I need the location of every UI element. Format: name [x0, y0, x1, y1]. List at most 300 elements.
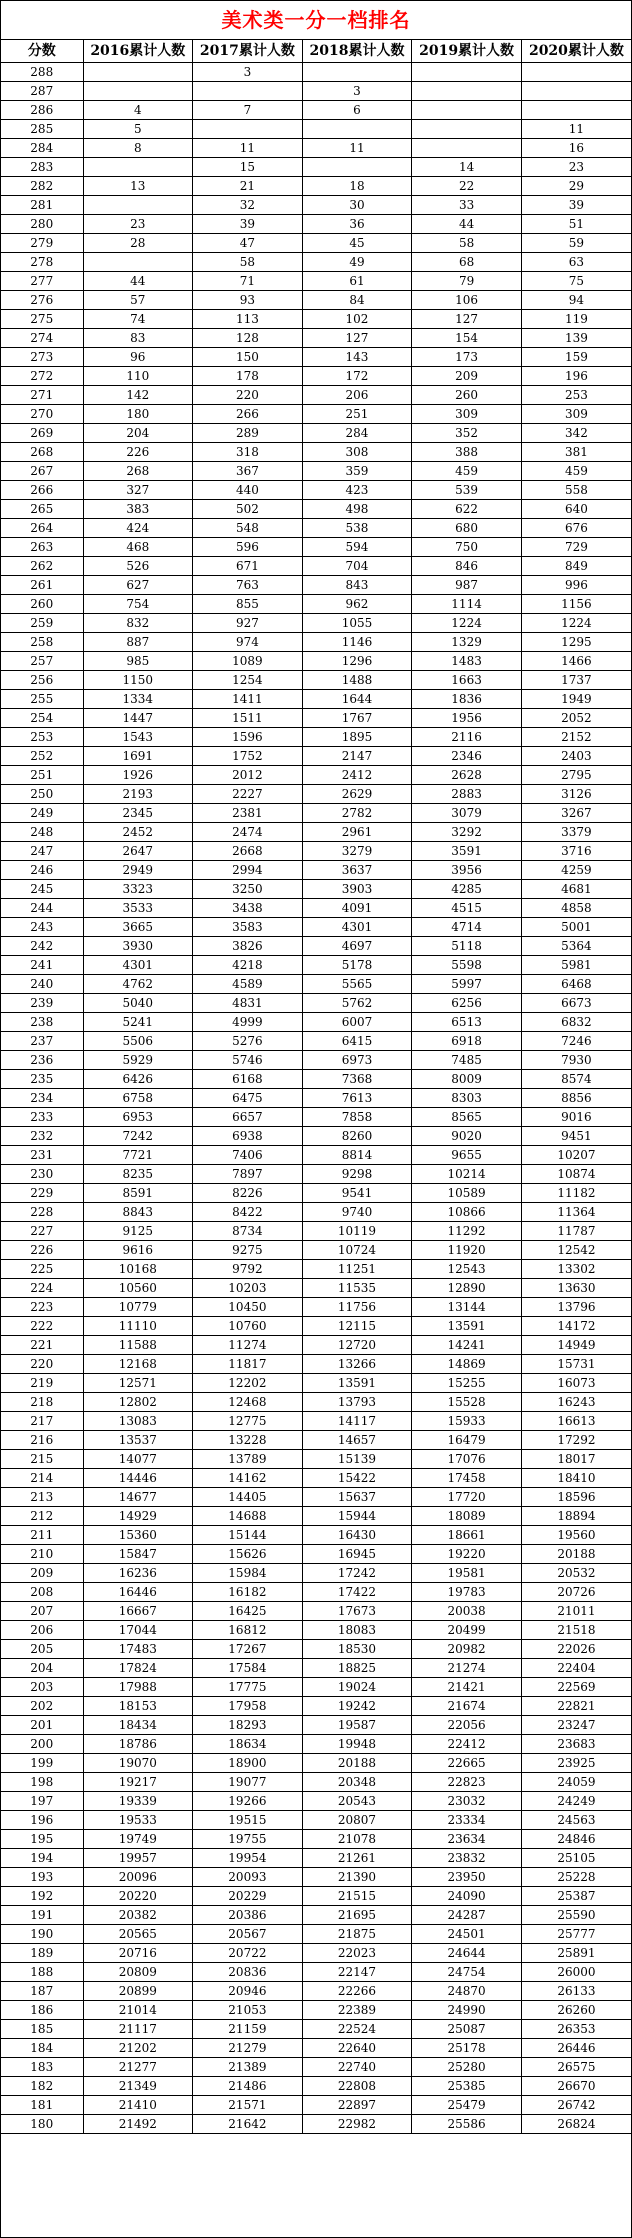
cell-2018: 19587: [302, 1716, 412, 1735]
header-2017: 2017累计人数: [193, 40, 303, 63]
cell-score: 183: [1, 2058, 83, 2077]
cell-2016: 383: [83, 500, 193, 519]
table-row: [1, 842, 631, 861]
cell-2020: 24563: [521, 1811, 631, 1830]
cell-2020: 3126: [521, 785, 631, 804]
cell-2017: 220: [193, 386, 303, 405]
cell-2016: [83, 158, 193, 177]
cell-2019: 16479: [412, 1431, 522, 1450]
cell-2017: 21642: [193, 2115, 303, 2134]
cell-2016: 6953: [83, 1108, 193, 1127]
cell-2016: 8: [83, 139, 193, 158]
cell-2016: 21349: [83, 2077, 193, 2096]
cell-score: 247: [1, 842, 83, 861]
table-row: [1, 1507, 631, 1526]
cell-2020: 5001: [521, 918, 631, 937]
cell-2016: 20899: [83, 1982, 193, 2001]
cell-2018: 22266: [302, 1982, 412, 2001]
cell-2017: 3826: [193, 937, 303, 956]
cell-2019: 1663: [412, 671, 522, 690]
cell-2020: 26133: [521, 1982, 631, 2001]
table-row: [1, 538, 631, 557]
cell-2016: 20716: [83, 1944, 193, 1963]
cell-2019: 25087: [412, 2020, 522, 2039]
cell-2017: 17958: [193, 1697, 303, 1716]
cell-2018: 11535: [302, 1279, 412, 1298]
cell-2018: 19242: [302, 1697, 412, 1716]
cell-2017: 16182: [193, 1583, 303, 1602]
cell-score: 270: [1, 405, 83, 424]
cell-2017: 21053: [193, 2001, 303, 2020]
table-row: [1, 2020, 631, 2039]
cell-2019: 24644: [412, 1944, 522, 1963]
cell-2018: 3279: [302, 842, 412, 861]
cell-2018: 4697: [302, 937, 412, 956]
cell-2018: 4091: [302, 899, 412, 918]
cell-2019: 22412: [412, 1735, 522, 1754]
cell-2020: 558: [521, 481, 631, 500]
cell-2018: 8814: [302, 1146, 412, 1165]
header-2019: 2019累计人数: [412, 40, 522, 63]
cell-score: 287: [1, 82, 83, 101]
cell-2018: 20348: [302, 1773, 412, 1792]
cell-2020: 59: [521, 234, 631, 253]
cell-2017: 20722: [193, 1944, 303, 1963]
cell-2016: 8843: [83, 1203, 193, 1222]
table-row: [1, 234, 631, 253]
cell-2018: 9541: [302, 1184, 412, 1203]
cell-score: 285: [1, 120, 83, 139]
cell-2017: 10203: [193, 1279, 303, 1298]
cell-2019: 14241: [412, 1336, 522, 1355]
cell-2018: 9298: [302, 1165, 412, 1184]
cell-2017: 93: [193, 291, 303, 310]
cell-2020: 26575: [521, 2058, 631, 2077]
cell-score: 268: [1, 443, 83, 462]
cell-2016: 16236: [83, 1564, 193, 1583]
table-row: [1, 994, 631, 1013]
cell-2016: [83, 196, 193, 215]
table-row: [1, 956, 631, 975]
cell-2016: [83, 253, 193, 272]
cell-score: 223: [1, 1298, 83, 1317]
cell-2017: 15144: [193, 1526, 303, 1545]
table-row: [1, 1925, 631, 1944]
header-2018: 2018累计人数: [302, 40, 412, 63]
cell-2016: 20220: [83, 1887, 193, 1906]
cell-2019: 20982: [412, 1640, 522, 1659]
cell-2018: 17673: [302, 1602, 412, 1621]
table-row: [1, 1944, 631, 1963]
cell-2019: 15255: [412, 1374, 522, 1393]
cell-2016: 8591: [83, 1184, 193, 1203]
cell-2017: 266: [193, 405, 303, 424]
cell-2018: 45: [302, 234, 412, 253]
cell-2016: 10560: [83, 1279, 193, 1298]
cell-2016: 2193: [83, 785, 193, 804]
cell-score: 222: [1, 1317, 83, 1336]
cell-2016: 887: [83, 633, 193, 652]
cell-2016: 14446: [83, 1469, 193, 1488]
cell-2019: 20499: [412, 1621, 522, 1640]
cell-2019: 987: [412, 576, 522, 595]
cell-2019: 1483: [412, 652, 522, 671]
header-2020: 2020累计人数: [521, 40, 631, 63]
cell-2019: 459: [412, 462, 522, 481]
cell-2018: [302, 63, 412, 82]
table-row: [1, 1127, 631, 1146]
cell-score: 254: [1, 709, 83, 728]
cell-2019: 17076: [412, 1450, 522, 1469]
cell-2020: 1949: [521, 690, 631, 709]
cell-score: 210: [1, 1545, 83, 1564]
cell-score: 276: [1, 291, 83, 310]
cell-2016: 832: [83, 614, 193, 633]
cell-2017: 19077: [193, 1773, 303, 1792]
cell-2016: 5506: [83, 1032, 193, 1051]
cell-score: 194: [1, 1849, 83, 1868]
cell-2018: 21390: [302, 1868, 412, 1887]
cell-2020: 139: [521, 329, 631, 348]
cell-2020: 20532: [521, 1564, 631, 1583]
table-row: [1, 1450, 631, 1469]
cell-2020: 22821: [521, 1697, 631, 1716]
cell-2016: 9125: [83, 1222, 193, 1241]
cell-2016: 9616: [83, 1241, 193, 1260]
cell-2020: 6468: [521, 975, 631, 994]
cell-2017: 58: [193, 253, 303, 272]
cell-2019: 2116: [412, 728, 522, 747]
cell-2016: 20565: [83, 1925, 193, 1944]
cell-2017: 18900: [193, 1754, 303, 1773]
cell-score: 184: [1, 2039, 83, 2058]
cell-2018: 19948: [302, 1735, 412, 1754]
cell-2019: 5118: [412, 937, 522, 956]
cell-2017: 596: [193, 538, 303, 557]
cell-2019: 127: [412, 310, 522, 329]
cell-2017: 3: [193, 63, 303, 82]
cell-2018: 6: [302, 101, 412, 120]
cell-2016: 15360: [83, 1526, 193, 1545]
cell-2017: 21159: [193, 2020, 303, 2039]
cell-score: 190: [1, 1925, 83, 1944]
table-row: [1, 1640, 631, 1659]
cell-2019: 8565: [412, 1108, 522, 1127]
table-row: [1, 2001, 631, 2020]
cell-score: 256: [1, 671, 83, 690]
cell-2017: [193, 120, 303, 139]
cell-score: 263: [1, 538, 83, 557]
cell-2017: 15984: [193, 1564, 303, 1583]
cell-2016: 83: [83, 329, 193, 348]
table-row: [1, 1602, 631, 1621]
cell-2018: [302, 120, 412, 139]
table-row: [1, 937, 631, 956]
cell-2019: 13591: [412, 1317, 522, 1336]
cell-2017: 15626: [193, 1545, 303, 1564]
cell-2018: 49: [302, 253, 412, 272]
table-row: [1, 1659, 631, 1678]
table-row: [1, 139, 631, 158]
cell-2018: 4301: [302, 918, 412, 937]
cell-2016: 21014: [83, 2001, 193, 2020]
table-body: [1, 63, 631, 2134]
cell-2017: 11: [193, 139, 303, 158]
cell-2017: 6475: [193, 1089, 303, 1108]
cell-2018: 1488: [302, 671, 412, 690]
table-row: [1, 481, 631, 500]
cell-2020: 29: [521, 177, 631, 196]
cell-2017: 10450: [193, 1298, 303, 1317]
table-row: [1, 1184, 631, 1203]
cell-2018: 5565: [302, 975, 412, 994]
cell-2016: 2949: [83, 861, 193, 880]
cell-2018: 14117: [302, 1412, 412, 1431]
cell-2016: 18153: [83, 1697, 193, 1716]
cell-2018: 9740: [302, 1203, 412, 1222]
table-row: [1, 1355, 631, 1374]
table-row: [1, 1754, 631, 1773]
table-row: [1, 1849, 631, 1868]
table-row: [1, 405, 631, 424]
cell-2019: 25586: [412, 2115, 522, 2134]
cell-2016: 19070: [83, 1754, 193, 1773]
header-score: 分数: [1, 40, 83, 63]
cell-2018: 19024: [302, 1678, 412, 1697]
cell-score: 204: [1, 1659, 83, 1678]
cell-2016: 526: [83, 557, 193, 576]
cell-2018: 498: [302, 500, 412, 519]
cell-2017: 8226: [193, 1184, 303, 1203]
cell-score: 230: [1, 1165, 83, 1184]
cell-score: 206: [1, 1621, 83, 1640]
cell-2016: 19533: [83, 1811, 193, 1830]
cell-2017: 20836: [193, 1963, 303, 1982]
cell-2016: 13537: [83, 1431, 193, 1450]
cell-score: 282: [1, 177, 83, 196]
cell-2018: 18825: [302, 1659, 412, 1678]
cell-2016: 110: [83, 367, 193, 386]
cell-2020: 25777: [521, 1925, 631, 1944]
table-row: [1, 424, 631, 443]
cell-2020: 16: [521, 139, 631, 158]
cell-score: 248: [1, 823, 83, 842]
cell-2016: 17483: [83, 1640, 193, 1659]
table-row: [1, 63, 631, 82]
table-row: [1, 462, 631, 481]
cell-score: 264: [1, 519, 83, 538]
cell-2020: 24249: [521, 1792, 631, 1811]
cell-2019: 12890: [412, 1279, 522, 1298]
cell-2017: 3583: [193, 918, 303, 937]
cell-2019: 79: [412, 272, 522, 291]
cell-2019: [412, 63, 522, 82]
cell-2017: 13228: [193, 1431, 303, 1450]
cell-2020: 20726: [521, 1583, 631, 1602]
cell-2020: 2152: [521, 728, 631, 747]
cell-2017: 14162: [193, 1469, 303, 1488]
cell-2017: 1089: [193, 652, 303, 671]
table-row: [1, 728, 631, 747]
cell-score: 186: [1, 2001, 83, 2020]
table-row: [1, 1564, 631, 1583]
cell-2020: [521, 82, 631, 101]
table-row: [1, 1830, 631, 1849]
cell-2016: 20382: [83, 1906, 193, 1925]
cell-2018: 18083: [302, 1621, 412, 1640]
cell-2018: 2782: [302, 804, 412, 823]
cell-2017: 1752: [193, 747, 303, 766]
cell-2020: 3267: [521, 804, 631, 823]
cell-2020: 8574: [521, 1070, 631, 1089]
cell-score: 257: [1, 652, 83, 671]
cell-2017: 11817: [193, 1355, 303, 1374]
cell-2019: 22056: [412, 1716, 522, 1735]
cell-2019: 9020: [412, 1127, 522, 1146]
cell-2016: [83, 82, 193, 101]
cell-2018: 21078: [302, 1830, 412, 1849]
cell-score: 269: [1, 424, 83, 443]
cell-2017: 2474: [193, 823, 303, 842]
cell-score: 192: [1, 1887, 83, 1906]
table-row: [1, 1260, 631, 1279]
cell-score: 218: [1, 1393, 83, 1412]
cell-score: 212: [1, 1507, 83, 1526]
cell-score: 281: [1, 196, 83, 215]
cell-2019: 3079: [412, 804, 522, 823]
table-row: [1, 101, 631, 120]
cell-2016: 142: [83, 386, 193, 405]
table-row: [1, 215, 631, 234]
cell-2020: 459: [521, 462, 631, 481]
cell-2018: 7613: [302, 1089, 412, 1108]
cell-2018: 11756: [302, 1298, 412, 1317]
cell-2019: 1224: [412, 614, 522, 633]
cell-2018: 22640: [302, 2039, 412, 2058]
cell-2019: 20038: [412, 1602, 522, 1621]
cell-2020: 5981: [521, 956, 631, 975]
cell-2018: 594: [302, 538, 412, 557]
cell-2020: 7930: [521, 1051, 631, 1070]
cell-2019: 23634: [412, 1830, 522, 1849]
cell-2017: 128: [193, 329, 303, 348]
table-row: [1, 367, 631, 386]
cell-2020: 26670: [521, 2077, 631, 2096]
cell-2016: 2452: [83, 823, 193, 842]
cell-score: 233: [1, 1108, 83, 1127]
cell-2019: 18661: [412, 1526, 522, 1545]
cell-2018: 8260: [302, 1127, 412, 1146]
cell-2018: 11: [302, 139, 412, 158]
cell-2017: 502: [193, 500, 303, 519]
cell-2018: 10119: [302, 1222, 412, 1241]
table-row: [1, 291, 631, 310]
cell-2019: 5598: [412, 956, 522, 975]
cell-2018: 1644: [302, 690, 412, 709]
cell-2017: 18634: [193, 1735, 303, 1754]
cell-2016: 180: [83, 405, 193, 424]
cell-2020: 3716: [521, 842, 631, 861]
cell-2016: 468: [83, 538, 193, 557]
cell-2020: 119: [521, 310, 631, 329]
ranking-table: [1, 40, 631, 2134]
table-row: [1, 1868, 631, 1887]
cell-2018: 2961: [302, 823, 412, 842]
cell-2020: 25228: [521, 1868, 631, 1887]
cell-2016: 4301: [83, 956, 193, 975]
cell-2020: 196: [521, 367, 631, 386]
cell-2017: 763: [193, 576, 303, 595]
cell-2020: 94: [521, 291, 631, 310]
cell-2019: 2628: [412, 766, 522, 785]
cell-2020: 5364: [521, 937, 631, 956]
cell-2019: 209: [412, 367, 522, 386]
cell-score: 219: [1, 1374, 83, 1393]
cell-2016: 8235: [83, 1165, 193, 1184]
cell-2019: 25479: [412, 2096, 522, 2115]
cell-2020: 24059: [521, 1773, 631, 1792]
cell-2020: 26260: [521, 2001, 631, 2020]
cell-score: 277: [1, 272, 83, 291]
cell-2019: 18089: [412, 1507, 522, 1526]
table-row: [1, 1526, 631, 1545]
table-row: [1, 1032, 631, 1051]
cell-2018: 172: [302, 367, 412, 386]
cell-2020: 18596: [521, 1488, 631, 1507]
cell-2019: 14869: [412, 1355, 522, 1374]
cell-score: 237: [1, 1032, 83, 1051]
cell-2020: 26353: [521, 2020, 631, 2039]
cell-2019: 388: [412, 443, 522, 462]
cell-score: 211: [1, 1526, 83, 1545]
table-row: [1, 272, 631, 291]
cell-2020: 1156: [521, 595, 631, 614]
cell-2016: 28: [83, 234, 193, 253]
cell-2017: 20229: [193, 1887, 303, 1906]
cell-2019: 8009: [412, 1070, 522, 1089]
cell-2017: 7406: [193, 1146, 303, 1165]
cell-2018: 206: [302, 386, 412, 405]
cell-2018: 22147: [302, 1963, 412, 1982]
cell-2016: 5929: [83, 1051, 193, 1070]
cell-2018: 21875: [302, 1925, 412, 1944]
cell-2020: 1466: [521, 652, 631, 671]
cell-score: 215: [1, 1450, 83, 1469]
cell-2017: 17775: [193, 1678, 303, 1697]
cell-2020: 11: [521, 120, 631, 139]
cell-2019: 7485: [412, 1051, 522, 1070]
cell-2017: 3438: [193, 899, 303, 918]
cell-2016: 5: [83, 120, 193, 139]
cell-2017: 6168: [193, 1070, 303, 1089]
cell-2016: 19957: [83, 1849, 193, 1868]
cell-score: 236: [1, 1051, 83, 1070]
cell-2019: 6256: [412, 994, 522, 1013]
cell-2016: 44: [83, 272, 193, 291]
cell-2020: 75: [521, 272, 631, 291]
cell-2019: 3591: [412, 842, 522, 861]
cell-score: 224: [1, 1279, 83, 1298]
cell-2018: 22897: [302, 2096, 412, 2115]
cell-2017: 20386: [193, 1906, 303, 1925]
cell-2016: [83, 63, 193, 82]
cell-2017: 18293: [193, 1716, 303, 1735]
cell-2019: 15528: [412, 1393, 522, 1412]
cell-score: 279: [1, 234, 83, 253]
cell-2019: 33: [412, 196, 522, 215]
table-row: [1, 1241, 631, 1260]
cell-2020: 676: [521, 519, 631, 538]
